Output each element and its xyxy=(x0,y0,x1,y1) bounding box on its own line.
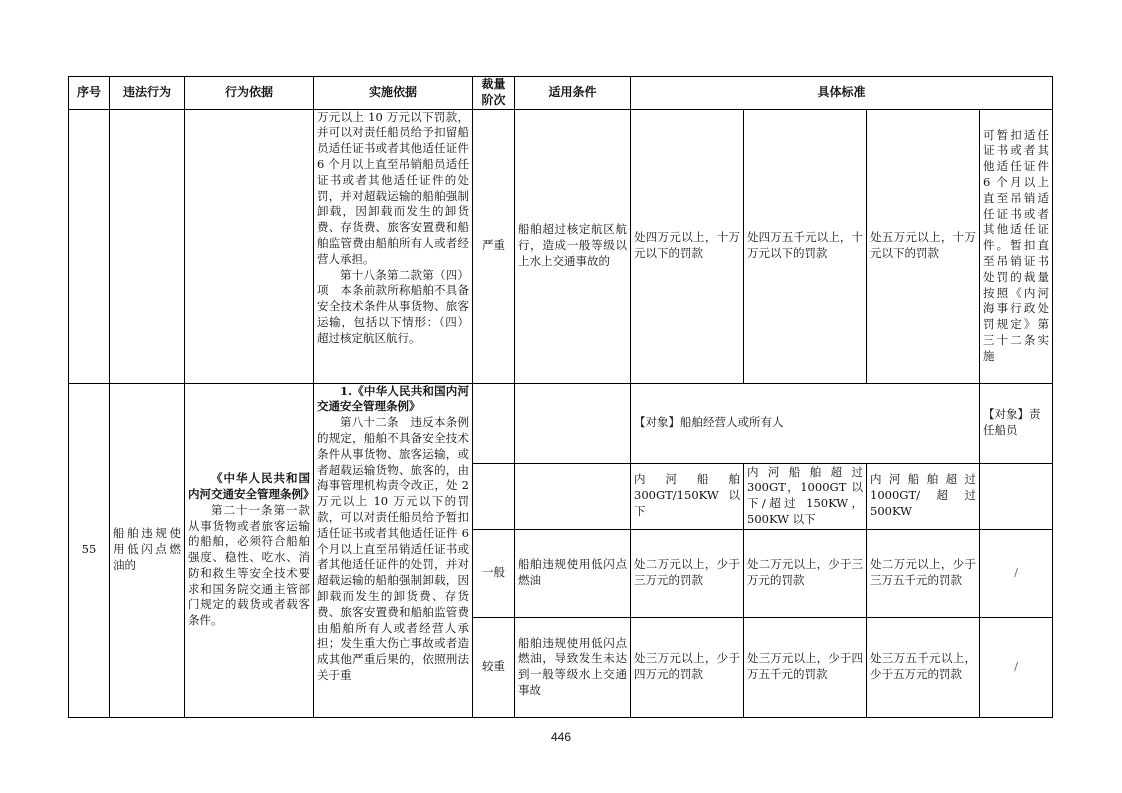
cond-cell xyxy=(515,383,631,463)
tier-cell: 内河船舶 300GT/150KW 以下 xyxy=(631,463,744,529)
std-cell: 处二万元以上，少于三万元的罚款 xyxy=(744,529,867,617)
level-cell: 较重 xyxy=(473,617,515,717)
std-cell: 处四万元以上，十万元以下的罚款 xyxy=(631,109,744,383)
std-cell: 可暂扣适任证书或者其他适任证件 6 个月以上直至吊销适任证书或者其他适任证件。暂扣直至吊销证书处罚的裁量按照《内河海事行政处罚规定》第三十二条实施 xyxy=(980,109,1053,383)
std-cell: 处二万元以上，少于三万五千元的罚款 xyxy=(867,529,980,617)
basis-cell xyxy=(185,109,314,383)
header-violation: 违法行为 xyxy=(110,77,185,110)
std-cell: 处三万五千元以上，少于五万元的罚款 xyxy=(867,617,980,717)
header-impl: 实施依据 xyxy=(314,77,473,110)
cond-cell: 船舶超过核定航区航行，造成一般等级以上水上交通事故的 xyxy=(515,109,631,383)
level-cell: 严重 xyxy=(473,109,515,383)
header-std: 具体标准 xyxy=(631,77,1053,110)
std-cell: 处五万元以上，十万元以下的罚款 xyxy=(867,109,980,383)
seq-cell xyxy=(69,109,110,383)
impl-cell xyxy=(314,383,473,717)
header-cond: 适用条件 xyxy=(515,77,631,110)
table-row xyxy=(69,383,1053,463)
impl-title: 1.《中华人民共和国内河交通安全管理条例》 xyxy=(317,383,469,414)
level-cell xyxy=(473,383,515,463)
cond-cell xyxy=(515,463,631,529)
object-cell: 【对象】责任船员 xyxy=(980,383,1053,463)
impl-paragraph: 第十八条第二款第（四）项 本条前款所称船舶不具备安全技术条件从事货物、旅客运输，包括以下情形：（四）超过核定航区航行。 xyxy=(317,267,469,345)
basis-cell xyxy=(185,383,322,717)
std-cell: 处三万元以上，少于四万元的罚款 xyxy=(631,617,744,717)
header-basis: 行为依据 xyxy=(185,77,314,110)
violation-cell: 船舶违规使用低闪点燃油的 xyxy=(110,383,185,717)
cond-cell: 船舶违规使用低闪点燃油，导致发生未达到一般等级水上交通事故 xyxy=(515,617,631,717)
impl-cell xyxy=(314,109,473,383)
tier-cell: 内河船舶超过 1000GT/超过 500KW xyxy=(867,463,980,529)
std-cell: 处三万元以上，少于四万五千元的罚款 xyxy=(744,617,867,717)
header-row xyxy=(69,77,1053,110)
std-cell: 处二万元以上，少于三万元的罚款 xyxy=(631,529,744,617)
impl-paragraph: 万元以上 10 万元以下罚款，并可以对责任船员给予扣留船员适任证书或者其他适任证件 6 个月以上直至吊销船员适任证书或者其他适任证件的处罚，并对超载运输的船舶强制卸载，因卸载而发生的卸货费、存货费、旅客安置费和船舶监管费由船舶所有人或者经营人承担。 xyxy=(317,109,469,266)
header-seq: 序号 xyxy=(69,77,110,110)
penalty-table xyxy=(68,76,1053,718)
object-cell: 【对象】船舶经营人或所有人 xyxy=(631,383,980,463)
std-cell: / xyxy=(980,529,1053,617)
basis-body: 第二十一条第一款 从事货物或者旅客运输的船舶，必须符合船舶强度、稳性、吃水、消防和救生等安全技术要求和国务院交通主管部门规定的载货或者载客条件。 xyxy=(188,502,322,628)
violation-cell xyxy=(110,109,185,383)
std-cell: 处四万五千元以上，十万元以下的罚款 xyxy=(744,109,867,383)
level-cell xyxy=(473,463,515,529)
page-number: 446 xyxy=(550,730,572,744)
level-cell: 一般 xyxy=(473,529,515,617)
seq-cell: 55 xyxy=(69,383,110,717)
table-row xyxy=(69,109,1053,383)
impl-body: 第八十二条 违反本条例的规定，船舶不具备安全技术条件从事货物、旅客运输，或者超载运输货物、旅客的，由海事管理机构责令改正，处 2 万元以上 10 万元以下的罚款，可以对责任船员给予暂扣适任证书或者其他适任证件 6 个月以上直至吊销适任证书或者其他适任证件的处罚，并对超载运输的船舶强制卸载，因卸载而发生的卸货费、存货费、旅客安置费和船舶监管费由船舶所有人或者经营人承担；发生重大伤亡事故或者造成其他严重后果的，依照刑法关于重 xyxy=(317,415,469,682)
tier-cell xyxy=(980,463,1053,529)
std-cell: / xyxy=(980,617,1053,717)
header-level: 裁量阶次 xyxy=(473,77,515,110)
cond-cell: 船舶违规使用低闪点燃油 xyxy=(515,529,631,617)
tier-cell: 内河船舶超过 300GT，1000GT 以下/超过 150KW，500KW 以下 xyxy=(744,463,867,529)
basis-title: 《中华人民共和国内河交通安全管理条例》 xyxy=(188,471,315,501)
